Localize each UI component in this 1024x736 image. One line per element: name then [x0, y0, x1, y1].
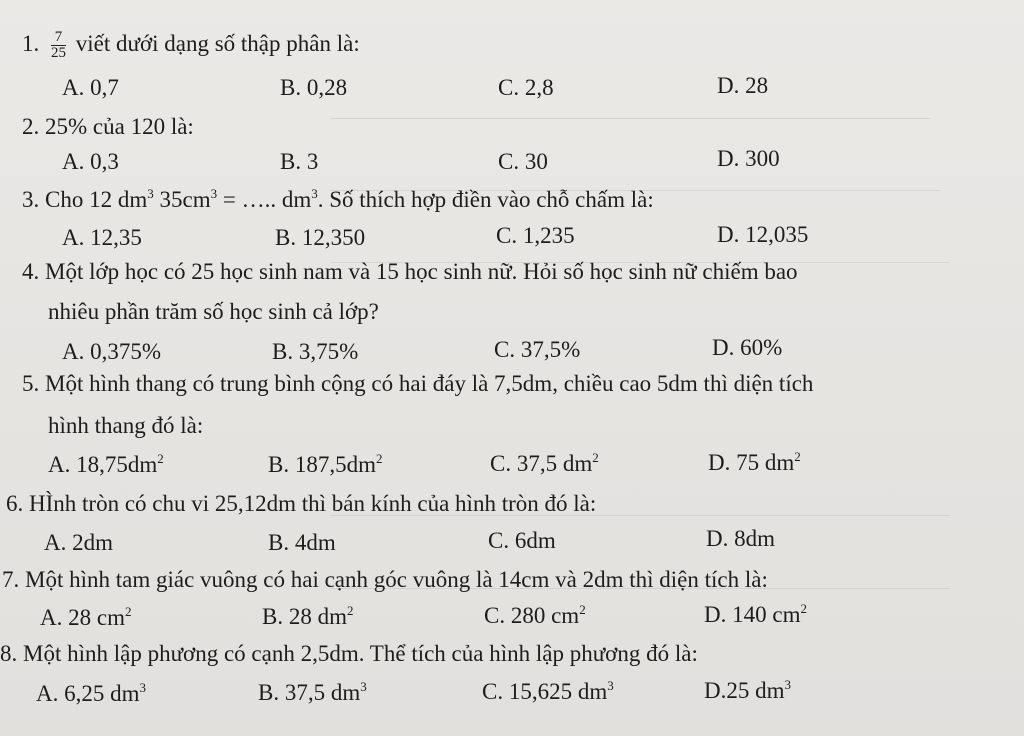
question-text: Một hình thang có trung bình cộng có hai đáy là 7,5dm, chiều cao 5dm thì diện tích — [45, 371, 814, 396]
question-number: 2. — [22, 114, 40, 139]
question-1-stem — [22, 30, 360, 61]
fraction-denominator: 25 — [51, 45, 66, 62]
question-5-stem — [22, 370, 813, 398]
option-c: C. 37,5% — [494, 337, 581, 362]
option-c: C. 37,5 $dm^2$ — [490, 450, 599, 476]
option-d: D. 8dm — [706, 526, 775, 551]
question-text-part: . Số thích hợp điền vào chỗ chấm là: — [317, 187, 654, 212]
option-b: B. 3 — [280, 149, 319, 174]
option-d: D. 12,035 — [717, 222, 809, 247]
question-number: 6. — [6, 491, 24, 516]
option-d: D. 60% — [712, 335, 783, 360]
question-number: 3. — [22, 187, 40, 212]
fraction-numerator: 7 — [51, 30, 66, 46]
question-2-stem — [22, 113, 194, 141]
option-a: A. 28 $cm^2$ — [40, 604, 132, 630]
option-d: D.25 $dm^3$ — [704, 677, 791, 703]
option-b: B. 28 $dm^2$ — [262, 603, 354, 629]
option-c: C. 2,8 — [498, 75, 554, 100]
option-d: D. 140 $cm^2$ — [704, 601, 807, 627]
option-a: A. 0,3 — [62, 149, 119, 174]
question-4-stem-continued: nhiêu phần trăm số học sinh cả lớp? — [48, 299, 379, 324]
option-c: C. 280 $cm^2$ — [484, 602, 586, 628]
question-text-part: 35cm — [153, 187, 211, 212]
superscript: 3 — [311, 186, 318, 201]
option-b: B. 12,350 — [275, 225, 366, 250]
option-a: A. 2dm — [44, 530, 113, 555]
question-text: Một hình tam giác vuông có hai cạnh góc vuông là 14cm và 2dm thì diện tích là: — [25, 567, 768, 592]
question-text: viết dưới dạng số thập phân là: — [75, 31, 360, 56]
question-text-part: = ….. dm — [217, 187, 312, 212]
question-text: Một hình lập phương có cạnh 2,5dm. Thể tích của hình lập phương đó là: — [23, 641, 698, 666]
option-b: B. 37,5 $dm^3$ — [258, 679, 367, 705]
option-a: A. 12,35 — [62, 225, 142, 250]
option-d: D. 300 — [717, 146, 780, 171]
question-6-stem — [6, 490, 596, 518]
option-c: C. 30 — [498, 149, 548, 174]
question-number: 5. — [22, 371, 40, 396]
question-number: 4. — [22, 259, 40, 284]
question-3-stem — [22, 186, 654, 214]
superscript: 3 — [210, 186, 218, 201]
question-text: HÌnh tròn có chu vi 25,12dm thì bán kính của hình tròn đó là: — [29, 491, 597, 516]
option-c: C. 6dm — [488, 528, 556, 553]
superscript: 3 — [147, 186, 154, 201]
option-b: B. $187,5dm^2$ — [268, 451, 383, 477]
option-b: B. 3,75% — [272, 339, 359, 364]
question-text: 25% của 120 là: — [45, 114, 194, 139]
question-8-stem — [0, 640, 698, 668]
question-7-stem — [2, 566, 768, 594]
question-text: Một lớp học có 25 học sinh nam và 15 học sinh nữ. Hỏi số học sinh nữ chiếm bao — [45, 259, 798, 284]
option-a: A. 0,7 — [62, 75, 119, 100]
option-a: A. $18,75dm^2$ — [48, 451, 164, 477]
question-5-stem-continued: hình thang đó là: — [48, 413, 204, 438]
option-c: C. 1,235 — [496, 223, 575, 248]
option-b: B. 4dm — [268, 530, 336, 555]
question-number: 1. — [22, 31, 40, 56]
option-d: D. 28 — [717, 73, 769, 98]
option-a: A. 0,375% — [62, 339, 162, 364]
option-c: C. 15,625 $dm^3$ — [482, 678, 614, 704]
question-4-stem — [22, 258, 798, 286]
question-number: 7. — [2, 567, 20, 592]
option-b: B. 0,28 — [280, 75, 348, 100]
fraction — [51, 30, 66, 61]
option-a: A. 6,25 $dm^3$ — [36, 680, 146, 706]
question-number: 8. — [0, 641, 18, 666]
bg-rule — [330, 118, 930, 119]
question-text-part: Cho 12 dm — [45, 187, 148, 212]
option-d: D. 75 $dm^2$ — [708, 449, 801, 475]
